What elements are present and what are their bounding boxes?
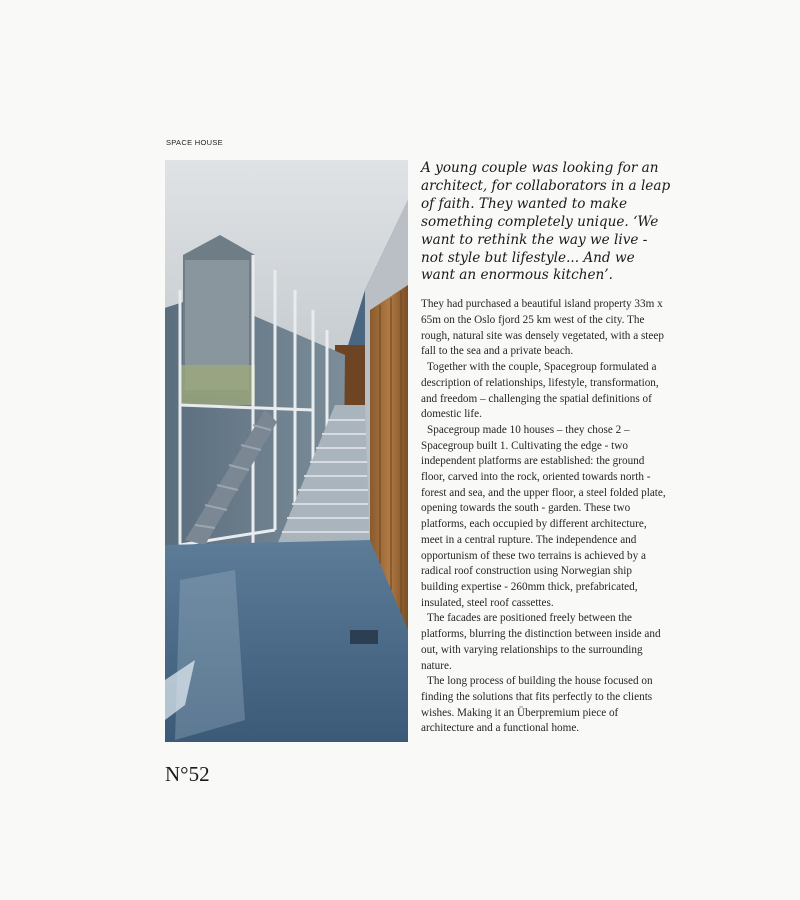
article-body	[421, 297, 671, 737]
body-paragraph: Together with the couple, Spacegroup formulated a description of relationships, lifestyle, transformation, and freedom – challenging the spatial definitions of domestic life.	[421, 361, 659, 421]
body-paragraph: The facades are positioned freely between the platforms, blurring the distinction between inside and out, with varying relationships to the surrounding nature.	[421, 612, 661, 672]
body-paragraph: They had purchased a beautiful island property 33m x 65m on the Oslo fjord 25 km west of the city. The rough, natural site was densely vegetated, with a steep fall to the sea and a private beach.	[421, 298, 664, 358]
article-text-column	[421, 160, 671, 737]
section-label: SPACE HOUSE	[166, 138, 223, 147]
staircase-interior-photo	[165, 160, 408, 742]
body-paragraph: The long process of building the house focused on finding the solutions that fits perfectly to the clients wishes. Making it an Überpremium piece of architecture and a functional home.	[421, 675, 653, 735]
body-paragraph: Spacegroup made 10 houses – they chose 2 – Spacegroup built 1. Cultivating the edge - two independent platforms are established: the ground floor, carved into the rock, oriented towards north - forest and sea, and the upper floor, a steel folded plate, opening towards the south - garden. These two platforms, each occupied by different architecture, meet in a central rupture. The independence and opportunism of these two terrains is achieved by a radical roof construction using Norwegian ship building expertise - 260mm thick, prefabricated, insulated, steel roof cassettes.	[421, 423, 666, 609]
lead-quote: A young couple was looking for an architect, for collaborators in a leap of faith. They wanted to make something completely unique. ‘We want to rethink the way we live - not style but lifestyle... And we want an enormous kitchen’.	[421, 160, 671, 284]
page-number: N°52	[165, 762, 210, 786]
